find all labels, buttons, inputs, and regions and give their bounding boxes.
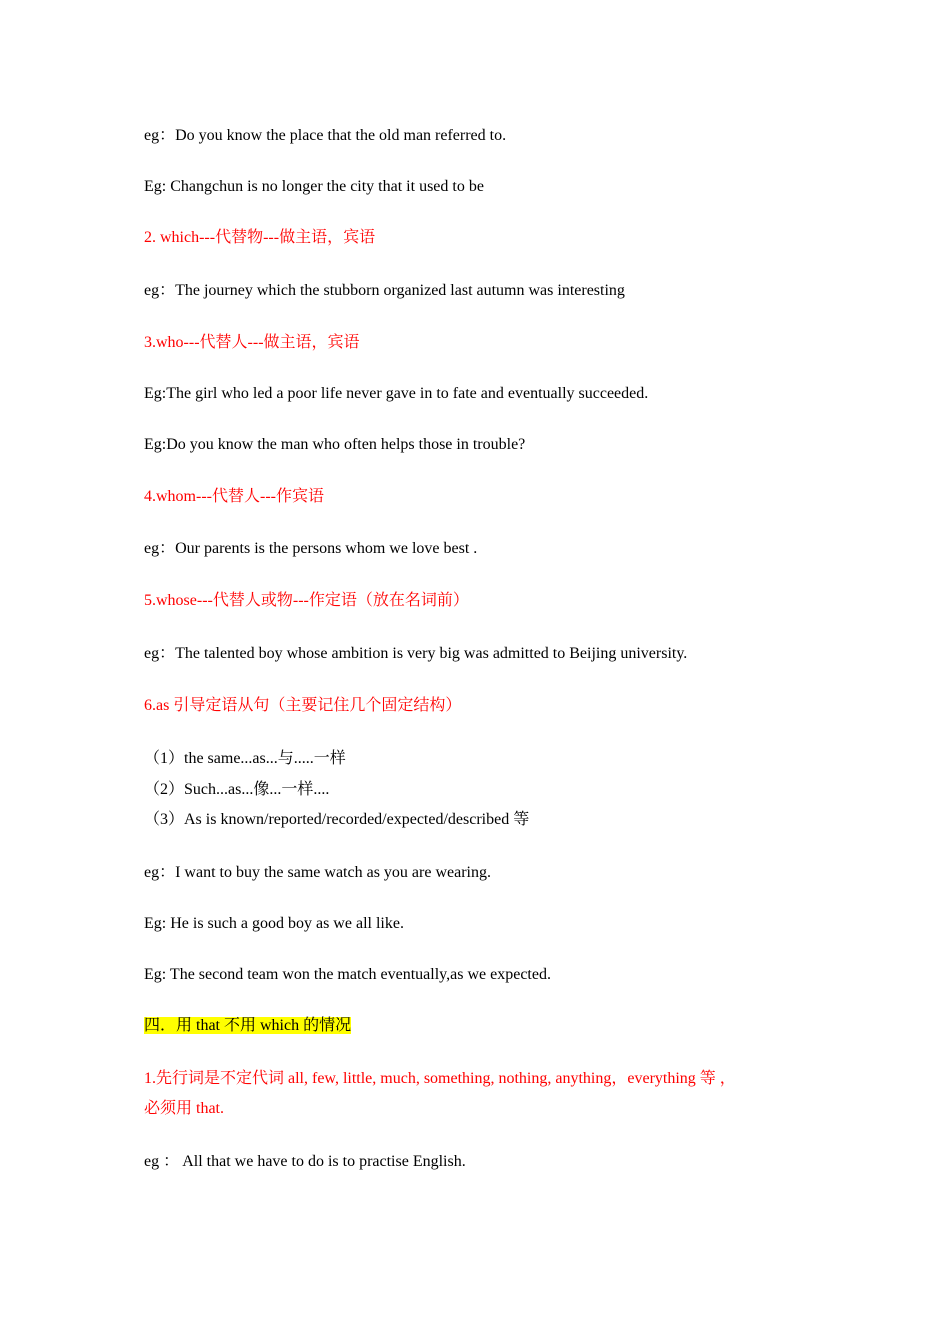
section-heading: 6.as 引导定语从句（主要记住几个固定结构） bbox=[144, 697, 462, 714]
example-sentence: Eg: He is such a good boy as we all like. bbox=[144, 915, 404, 932]
example-sentence: eg：I want to buy the same watch as you are wearing. bbox=[144, 864, 491, 881]
example-sentence: eg：The talented boy whose ambition is very big was admitted to Beijing university. bbox=[144, 645, 688, 662]
example-sentence: eg：The journey which the stubborn organized last autumn was interesting bbox=[144, 282, 625, 299]
example-sentence: Eg: The second team won the match eventually,as we expected. bbox=[144, 966, 551, 983]
example-sentence: eg ： All that we have to do is to practise English. bbox=[144, 1153, 466, 1170]
example-sentence: eg：Our parents is the persons whom we love best . bbox=[144, 540, 478, 557]
list-item: （2）Such...as...像...一样.... bbox=[144, 781, 330, 798]
rule-text-continued: 必须用 that. bbox=[144, 1100, 224, 1117]
example-sentence: Eg:Do you know the man who often helps those in trouble? bbox=[144, 436, 526, 453]
section-heading: 5.whose---代替人或物---作定语（放在名词前） bbox=[144, 592, 469, 609]
list-item: （1）the same...as...与.....一样 bbox=[144, 750, 346, 767]
section-heading: 2. which---代替物---做主语，宾语 bbox=[144, 229, 376, 246]
list-item: （3）As is known/reported/recorded/expected/described 等 bbox=[144, 811, 530, 828]
rule-text: 1.先行词是不定代词 all, few, little, much, something, nothing, anything，everything 等 ， bbox=[144, 1070, 736, 1087]
section-heading: 4.whom---代替人---作宾语 bbox=[144, 488, 324, 505]
highlighted-heading-text: 四．用 that 不用 which 的情况 bbox=[144, 1017, 352, 1034]
example-sentence: eg：Do you know the place that the old man referred to. bbox=[144, 127, 507, 144]
highlighted-heading bbox=[144, 1016, 351, 1036]
section-heading: 3.who---代替人---做主语，宾语 bbox=[144, 334, 360, 351]
example-sentence: Eg: Changchun is no longer the city that it used to be bbox=[144, 178, 484, 195]
example-sentence: Eg:The girl who led a poor life never gave in to fate and eventually succeeded. bbox=[144, 385, 649, 402]
